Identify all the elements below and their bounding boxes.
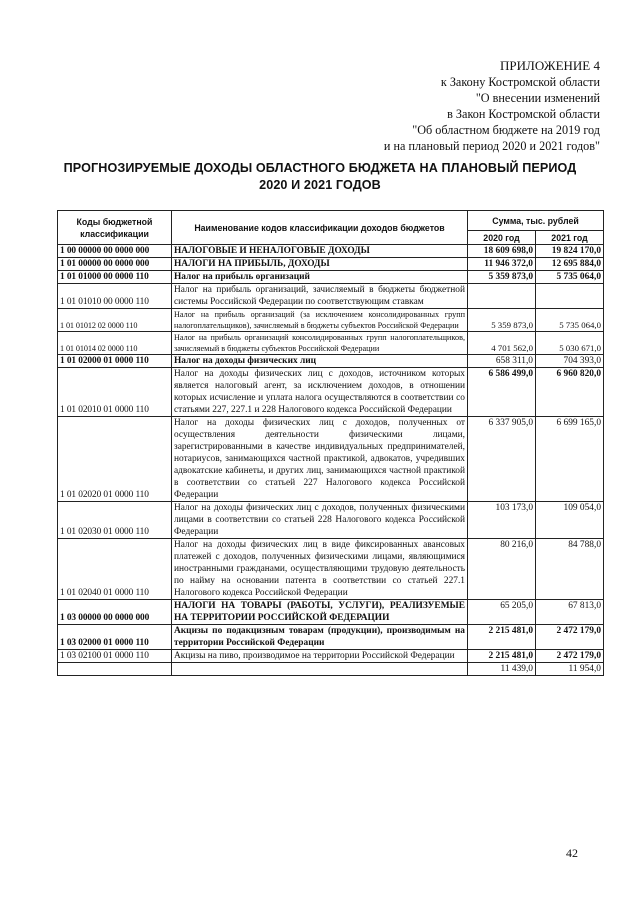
row-value-2021: 67 813,0 — [536, 600, 604, 625]
page-number: 42 — [566, 846, 578, 860]
table-row — [58, 271, 604, 284]
table-row — [58, 502, 604, 539]
row-code: 1 03 02100 01 0000 110 — [58, 650, 172, 663]
row-name: Налог на доходы физических лиц в виде фиксированных авансовых платежей с доходов, полученных физическими лицами, являющимися иностранными гражданами, осуществляющими трудовую деятельность по найму на основании патента в соответствии со статьей 227.1 Налогового кодекса Российской Федерации — [172, 539, 468, 600]
row-code: 1 01 02020 01 0000 110 — [58, 417, 172, 502]
row-code: 1 01 02010 01 0000 110 — [58, 368, 172, 417]
row-value-2020: 658 311,0 — [468, 355, 536, 368]
header-sum: Сумма, тыс. рублей — [468, 211, 604, 231]
row-value-2021: 2 472 179,0 — [536, 650, 604, 663]
row-name: Налог на прибыль организаций консолидированных групп налогоплательщиков, зачисляемый в бюджеты субъектов Российской Федерации — [172, 332, 468, 355]
table-row — [58, 309, 604, 332]
row-value-2020: 6 337 905,0 — [468, 417, 536, 502]
row-value-2021 — [536, 284, 604, 309]
row-name: Налог на прибыль организаций, зачисляемый в бюджеты бюджетной системы Российской Федерации по соответствующим ставкам — [172, 284, 468, 309]
row-name: НАЛОГИ НА ТОВАРЫ (РАБОТЫ, УСЛУГИ), РЕАЛИЗУЕМЫЕ НА ТЕРРИТОРИИ РОССИЙСКОЙ ФЕДЕРАЦИИ — [172, 600, 468, 625]
row-name: Налог на доходы физических лиц с доходов, полученных от осуществления деятельности физическими лицами, зарегистрированными в качестве индивидуальных предпринимателей, нотариусов, занимающихся частной практикой, адвокатов, учредивших адвокатские кабинеты, и других лиц, занимающихся частной практикой в соответствии со статьей 227 Налогового кодекса Российской Федерации — [172, 417, 468, 502]
row-value-2020: 5 359 873,0 — [468, 309, 536, 332]
title-line: ПРОГНОЗИРУЕМЫЕ ДОХОДЫ ОБЛАСТНОГО БЮДЖЕТА НА ПЛАНОВЫЙ ПЕРИОД — [63, 161, 577, 175]
row-value-2021: 12 695 884,0 — [536, 258, 604, 271]
row-name: Акцизы на пиво, производимое на территории Российской Федерации — [172, 650, 468, 663]
row-value-2021: 84 788,0 — [536, 539, 604, 600]
row-value-2020: 6 586 499,0 — [468, 368, 536, 417]
row-code: 1 01 01014 02 0000 110 — [58, 332, 172, 355]
row-code: 1 01 01000 00 0000 110 — [58, 271, 172, 284]
row-value-2021: 5 030 671,0 — [536, 332, 604, 355]
row-value-2021: 5 735 064,0 — [536, 309, 604, 332]
row-value-2020: 2 215 481,0 — [468, 650, 536, 663]
header-year-2020: 2020 год — [468, 231, 536, 245]
row-value-2021: 5 735 064,0 — [536, 271, 604, 284]
table-row — [58, 284, 604, 309]
document-title — [40, 160, 600, 194]
row-code: 1 01 02000 01 0000 110 — [58, 355, 172, 368]
table-row — [58, 368, 604, 417]
appendix-header — [240, 58, 600, 154]
row-value-2021: 109 054,0 — [536, 502, 604, 539]
header-name: Наименование кодов классификации доходов бюджетов — [172, 211, 468, 245]
row-code: 1 01 00000 00 0000 000 — [58, 258, 172, 271]
row-name — [172, 663, 468, 676]
row-value-2020: 80 216,0 — [468, 539, 536, 600]
row-name: Налог на прибыль организаций — [172, 271, 468, 284]
row-value-2020: 18 609 698,0 — [468, 245, 536, 258]
table-row — [58, 417, 604, 502]
title-line: 2020 И 2021 ГОДОВ — [259, 178, 381, 192]
row-value-2021: 2 472 179,0 — [536, 625, 604, 650]
table-row — [58, 625, 604, 650]
row-value-2020: 65 205,0 — [468, 600, 536, 625]
table-row — [58, 355, 604, 368]
row-value-2020: 5 359 873,0 — [468, 271, 536, 284]
row-name: Налог на прибыль организаций (за исключением консолидированных групп налогоплательщиков), зачисляемый в бюджеты субъектов Российской Федерации — [172, 309, 468, 332]
table-row — [58, 650, 604, 663]
row-name: Налог на доходы физических лиц с доходов, полученных физическими лицами в соответствии со статьей 228 Налогового кодекса Российской Федерации — [172, 502, 468, 539]
appendix-line: в Закон Костромской области — [447, 107, 600, 121]
table-row — [58, 600, 604, 625]
row-name: Налог на доходы физических лиц — [172, 355, 468, 368]
appendix-line: к Закону Костромской области — [440, 75, 600, 89]
row-name: Налог на доходы физических лиц с доходов, источником которых является налоговый агент, за исключением доходов, в отношении которых исчисление и уплата налога осуществляются в соответствии со статьями 227, 227.1 и 228 Налогового кодекса Российской Федерации — [172, 368, 468, 417]
table-row — [58, 245, 604, 258]
row-code: 1 01 01012 02 0000 110 — [58, 309, 172, 332]
row-code: 1 00 00000 00 0000 000 — [58, 245, 172, 258]
row-value-2020: 4 701 562,0 — [468, 332, 536, 355]
table-row — [58, 332, 604, 355]
row-name: НАЛОГОВЫЕ И НЕНАЛОГОВЫЕ ДОХОДЫ — [172, 245, 468, 258]
row-value-2020: 103 173,0 — [468, 502, 536, 539]
row-code: 1 03 02000 01 0000 110 — [58, 625, 172, 650]
row-code: 1 03 00000 00 0000 000 — [58, 600, 172, 625]
row-name: Акцизы по подакцизным товарам (продукции), производимым на территории Российской Федерации — [172, 625, 468, 650]
table-row — [58, 258, 604, 271]
row-value-2020: 11 946 372,0 — [468, 258, 536, 271]
row-value-2021: 6 960 820,0 — [536, 368, 604, 417]
row-value-2021: 6 699 165,0 — [536, 417, 604, 502]
appendix-line: ПРИЛОЖЕНИЕ 4 — [500, 58, 600, 73]
header-code: Коды бюджетной классификации — [58, 211, 172, 245]
revenue-table — [57, 210, 604, 676]
appendix-line: и на плановый период 2020 и 2021 годов" — [383, 139, 600, 153]
header-year-2021: 2021 год — [536, 231, 604, 245]
row-code: 1 01 02030 01 0000 110 — [58, 502, 172, 539]
table-row — [58, 539, 604, 600]
table-row — [58, 663, 604, 676]
row-value-2020 — [468, 284, 536, 309]
appendix-line: "Об областном бюджете на 2019 год — [412, 123, 600, 137]
row-code — [58, 663, 172, 676]
row-name: НАЛОГИ НА ПРИБЫЛЬ, ДОХОДЫ — [172, 258, 468, 271]
row-value-2021: 704 393,0 — [536, 355, 604, 368]
row-value-2020: 2 215 481,0 — [468, 625, 536, 650]
row-code: 1 01 01010 00 0000 110 — [58, 284, 172, 309]
row-value-2020: 11 439,0 — [468, 663, 536, 676]
row-value-2021: 19 824 170,0 — [536, 245, 604, 258]
appendix-line: "О внесении изменений — [475, 91, 600, 105]
row-value-2021: 11 954,0 — [536, 663, 604, 676]
row-code: 1 01 02040 01 0000 110 — [58, 539, 172, 600]
